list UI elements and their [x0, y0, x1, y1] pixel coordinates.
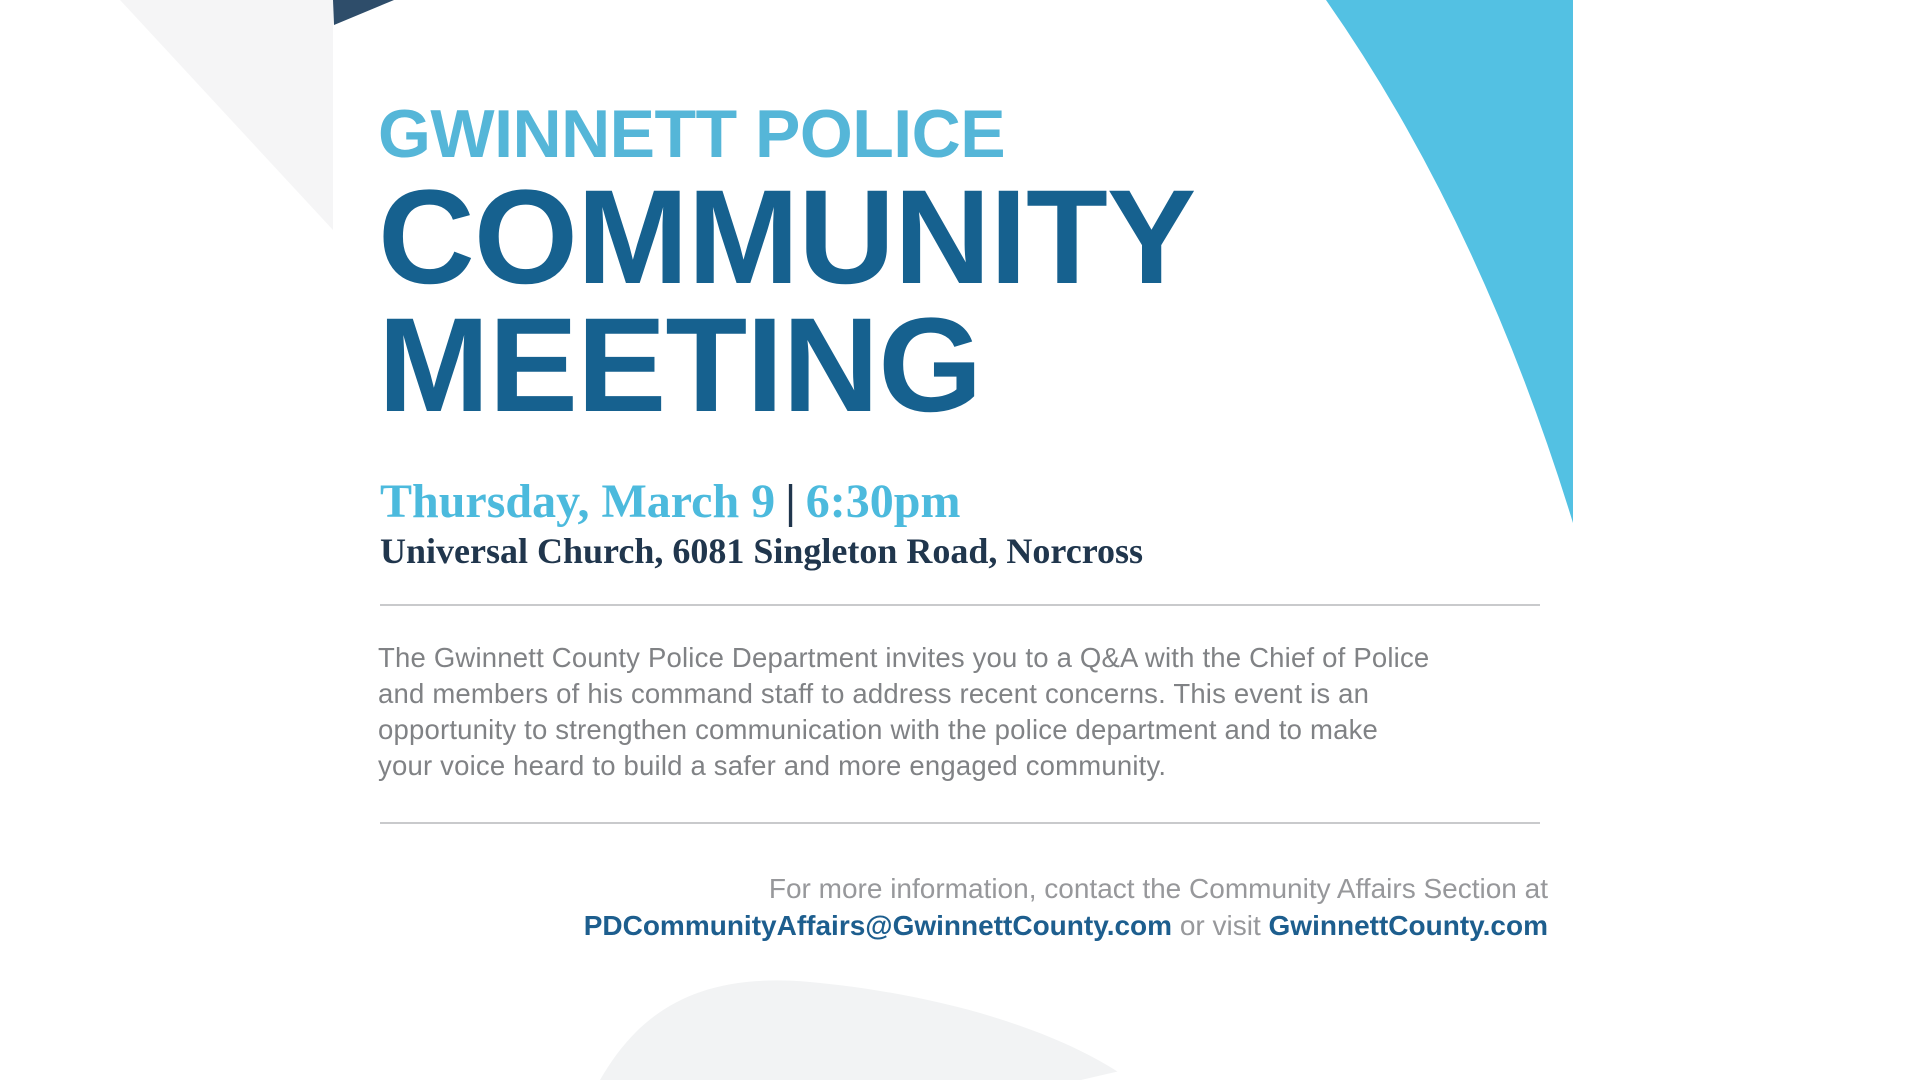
topright-blue-wedge-shape [1326, 0, 1573, 523]
event-time: 6:30pm [805, 475, 961, 528]
event-datetime [380, 475, 961, 528]
flyer-title-line1: COMMUNITY [378, 163, 1196, 312]
footer-line1: For more information, contact the Community Affairs Section at [768, 873, 1548, 904]
contact-email: PDCommunityAffairs@GwinnettCounty.com [583, 910, 1173, 941]
bottom-gray-arc-shape [600, 980, 1130, 1080]
event-date: Thursday, March 9 [380, 475, 776, 528]
footer-contact [548, 870, 1548, 944]
flyer-kicker: GWINNETT POLICE [378, 96, 1006, 172]
flyer-title-line2: MEETING [378, 291, 982, 440]
body-line: your voice heard to build a safer and more engaged community. [378, 750, 1167, 781]
divider-top [380, 604, 1540, 606]
body-line: and members of his command staff to address recent concerns. This event is an [378, 678, 1370, 709]
flyer-title [378, 163, 1196, 440]
event-location: Universal Church, 6081 Singleton Road, Norcross [380, 531, 1144, 571]
contact-website: GwinnettCounty.com [1268, 910, 1548, 941]
datetime-separator: | [785, 475, 796, 528]
topleft-gray-triangle-shape [120, 0, 333, 230]
footer-middle-text: or visit [1172, 910, 1269, 941]
body-paragraph [378, 640, 1568, 784]
body-line: opportunity to strengthen communication with the police department and to make [378, 714, 1379, 745]
body-line: The Gwinnett County Police Department invites you to a Q&A with the Chief of Police [378, 642, 1430, 673]
topleft-navy-triangle-shape [333, 0, 394, 25]
divider-bottom [380, 822, 1540, 824]
footer-line2 [548, 907, 1548, 944]
